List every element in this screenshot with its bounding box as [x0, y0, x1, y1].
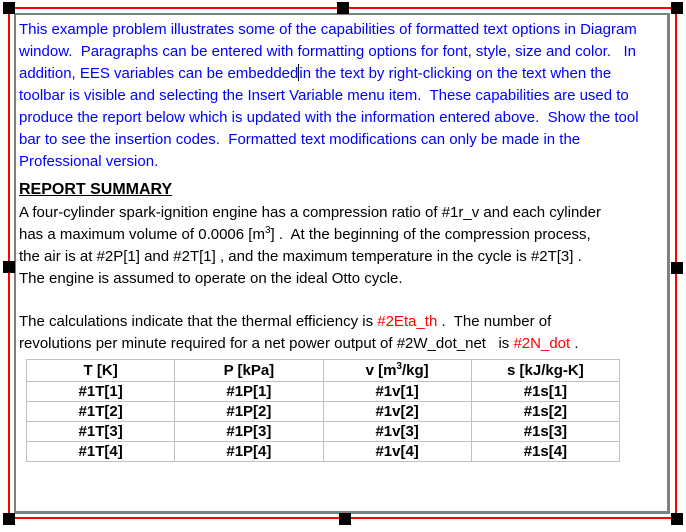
- resize-handle-top-left[interactable]: [3, 2, 15, 14]
- text-segment: T [K]: [83, 362, 118, 379]
- text-segment: toolbar is visible and selecting the Insert Variable menu item. These capabilities are used to: [19, 87, 629, 104]
- text-segment: has a maximum volume of 0.0006 [m: [19, 226, 265, 243]
- text-line: [19, 246, 601, 268]
- table-cell: #1s[3]: [471, 422, 619, 442]
- text-segment: P [kPa]: [223, 362, 275, 379]
- formatted-text-box[interactable]: [14, 13, 670, 514]
- text-segment: /kg]: [401, 362, 429, 379]
- text-segment: Professional version.: [19, 153, 159, 170]
- text-line: [19, 41, 639, 63]
- resize-handle-top-right[interactable]: [671, 2, 683, 14]
- table-cell: #1P[4]: [175, 442, 323, 462]
- table-cell: #1T[3]: [27, 422, 175, 442]
- text-segment: produce the report below which is updated with the information entered above. Show the tool: [19, 109, 639, 126]
- text-segment: revolutions per minute required for a net power output of #2W_dot_net is: [19, 335, 514, 352]
- text-line: [19, 85, 639, 107]
- text-segment: the air is at #2P[1] and #2T[1] , and the maximum temperature in the cycle is #2T[3] .: [19, 248, 582, 265]
- properties-table-body: [27, 382, 620, 462]
- table-cell: #1v[1]: [323, 382, 471, 402]
- table-cell: #1T[1]: [27, 382, 175, 402]
- text-line: [19, 107, 639, 129]
- resize-handle-top-middle[interactable]: [337, 2, 349, 14]
- calculations-paragraph[interactable]: [19, 311, 579, 355]
- table-cell: #1v[3]: [323, 422, 471, 442]
- table-column-header: [471, 360, 619, 382]
- text-line: [19, 63, 639, 85]
- table-column-header: [175, 360, 323, 382]
- table-row: [27, 442, 620, 462]
- table-header-row: [27, 360, 620, 382]
- text-line: [19, 268, 601, 290]
- text-segment: #2Eta_th: [377, 313, 438, 330]
- table-cell: #1v[4]: [323, 442, 471, 462]
- table-cell: #1P[1]: [175, 382, 323, 402]
- text-line: [19, 224, 601, 246]
- table-cell: #1s[4]: [471, 442, 619, 462]
- text-segment: bar to see the insertion codes. Formatted text modifications can only be made in the: [19, 131, 581, 148]
- text-segment: in the text by right-clicking on the text when the: [299, 65, 612, 82]
- table-cell: #1s[2]: [471, 402, 619, 422]
- resize-handle-middle-right[interactable]: [671, 262, 683, 274]
- text-line: [19, 202, 601, 224]
- resize-handle-middle-left[interactable]: [3, 261, 15, 273]
- text-segment: .: [570, 335, 579, 352]
- text-line: [19, 333, 579, 355]
- text-line: [19, 151, 639, 173]
- text-line: [19, 311, 579, 333]
- text-segment: v [m: [365, 362, 397, 379]
- properties-table-header: [27, 360, 620, 382]
- resize-handle-bottom-left[interactable]: [3, 513, 15, 525]
- table-row: [27, 422, 620, 442]
- table-cell: #1v[2]: [323, 402, 471, 422]
- report-paragraph[interactable]: [19, 202, 601, 290]
- text-segment: ] . At the beginning of the compression process,: [270, 226, 591, 243]
- table-row: [27, 382, 620, 402]
- report-summary-heading: REPORT SUMMARY: [19, 181, 173, 198]
- table-cell: #1s[1]: [471, 382, 619, 402]
- text-segment: 3: [396, 361, 402, 372]
- text-segment: . The number of: [437, 313, 552, 330]
- text-line: [19, 129, 639, 151]
- resize-handle-bottom-right[interactable]: [671, 513, 683, 525]
- text-segment: s [kJ/kg-K]: [507, 362, 584, 379]
- text-segment: window. Paragraphs can be entered with formatting options for font, style, size and color. In: [19, 43, 637, 60]
- text-segment: 3: [264, 225, 271, 236]
- text-segment: The engine is assumed to operate on the ideal Otto cycle.: [19, 270, 403, 287]
- table-cell: #1T[2]: [27, 402, 175, 422]
- properties-table: [26, 359, 620, 462]
- resize-handle-bottom-middle[interactable]: [339, 513, 351, 525]
- table-cell: #1T[4]: [27, 442, 175, 462]
- intro-paragraph[interactable]: [19, 19, 639, 173]
- text-segment: A four-cylinder spark-ignition engine has a compression ratio of #1r_v and each cylinder: [19, 204, 601, 221]
- text-line: [19, 19, 639, 41]
- text-segment: The calculations indicate that the thermal efficiency is: [19, 313, 378, 330]
- text-segment: This example problem illustrates some of the capabilities of formatted text options in Diagram: [19, 21, 637, 38]
- text-segment: addition, EES variables can be embedded: [19, 65, 299, 82]
- text-segment: #2N_dot: [513, 335, 571, 352]
- table-row: [27, 402, 620, 422]
- table-column-header: [323, 360, 471, 382]
- table-cell: #1P[3]: [175, 422, 323, 442]
- table-cell: #1P[2]: [175, 402, 323, 422]
- table-column-header: [27, 360, 175, 382]
